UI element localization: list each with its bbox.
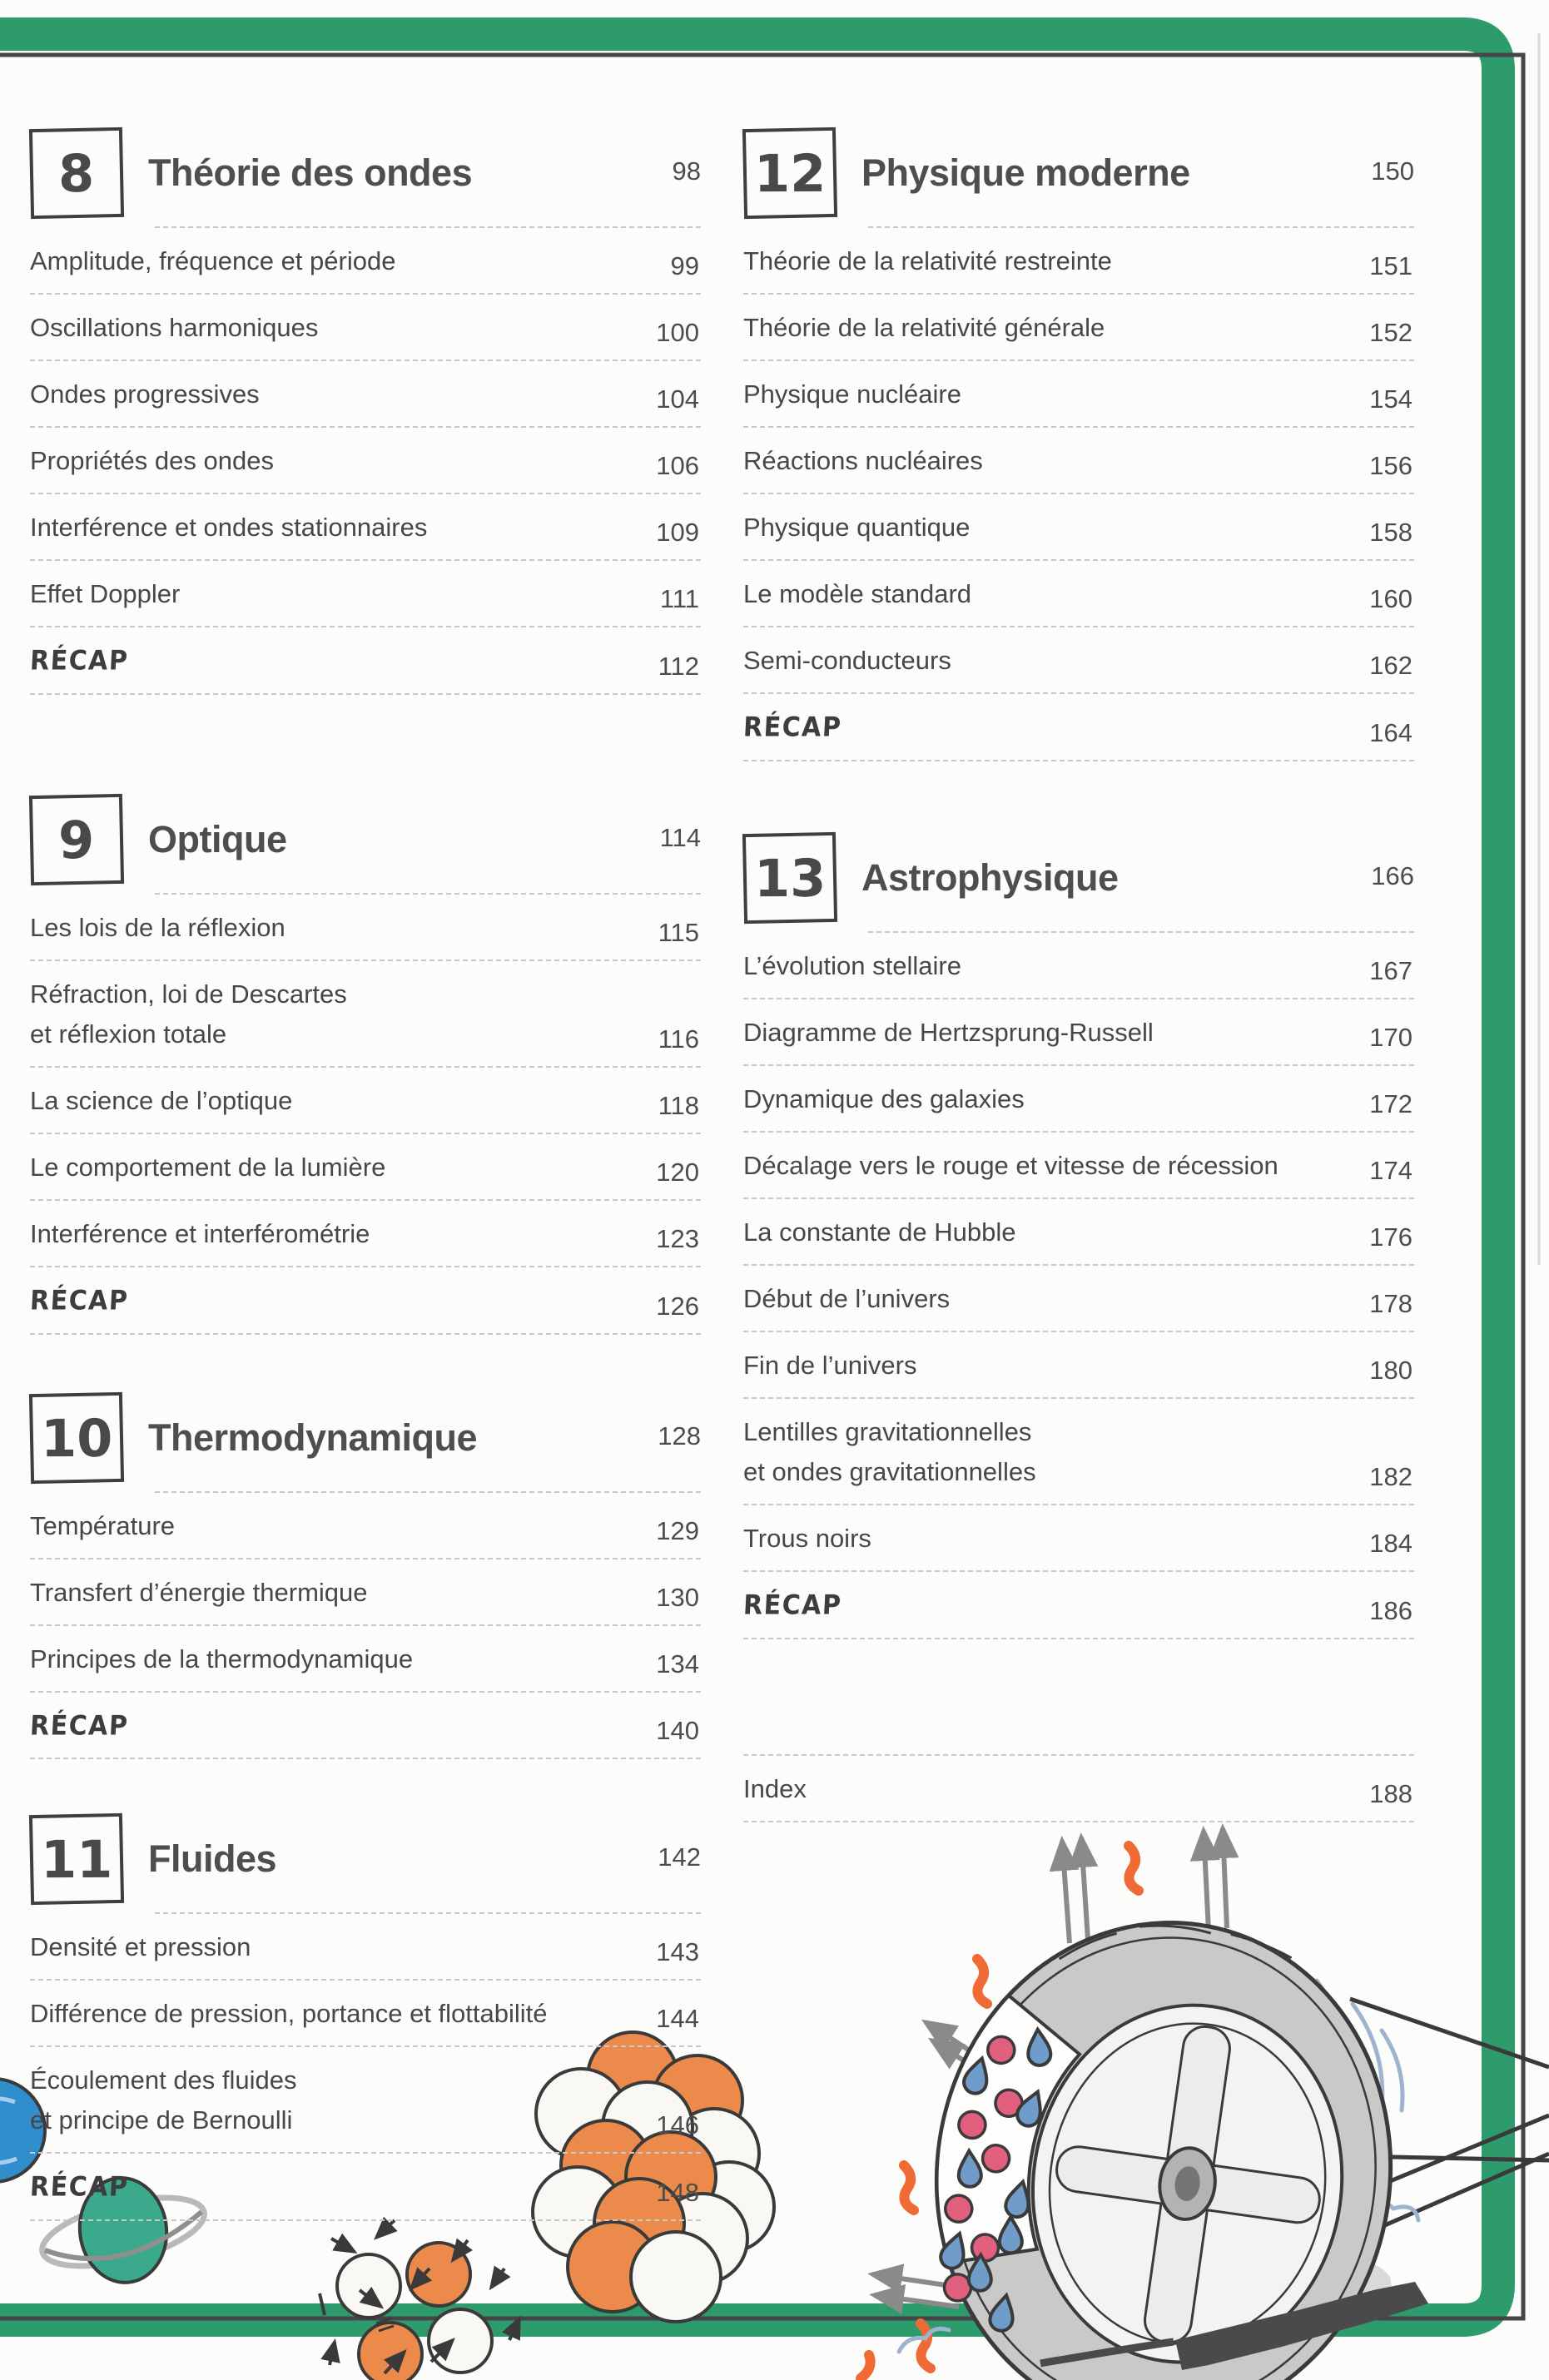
toc-entry [743, 1133, 1414, 1197]
toc-entry [743, 1332, 1414, 1397]
toc-entry [30, 2047, 701, 2152]
toc-entry [743, 361, 1414, 426]
toc-entry [743, 428, 1414, 493]
entry-label-line: Effet Doppler [30, 579, 181, 609]
entry-label [30, 641, 128, 682]
toc-entry [743, 1266, 1414, 1331]
entry-label [30, 974, 347, 1054]
entry-label-line: Les lois de la réflexion [30, 912, 285, 942]
entry-page-number: 140 [656, 1716, 699, 1746]
entry-label [30, 308, 318, 348]
entry-label-line: Théorie de la relativité générale [743, 313, 1105, 343]
entry-label-line: RÉCAP [742, 712, 843, 744]
entry-label-line: Trous noirs [743, 1524, 871, 1554]
toc-entry [30, 895, 701, 959]
chapter-header [743, 830, 1414, 926]
entry-label-line: Interférence et interférométrie [30, 1219, 370, 1249]
entry-label-line: L’évolution stellaire [743, 950, 961, 980]
entry-page-number: 167 [1369, 955, 1412, 985]
divider [30, 693, 701, 695]
toc-column-right [743, 125, 1414, 1822]
entry-page-number: 116 [658, 1024, 699, 1054]
entry-label-line: RÉCAP [29, 645, 130, 677]
entry-label-line: La constante de Hubble [743, 1217, 1016, 1247]
chapter-11 [30, 1811, 701, 2221]
entry-label [30, 2167, 128, 2208]
entry-label-line: Le comportement de la lumière [30, 1152, 386, 1182]
entry-label-line: Ondes progressives [30, 379, 260, 409]
chapter-9 [30, 791, 701, 1335]
entry-label [743, 707, 842, 748]
entry-label-line: RÉCAP [29, 1285, 130, 1317]
entry-label [30, 1281, 128, 1321]
entry-page-number: 151 [1369, 251, 1412, 281]
entry-label-line: Théorie de la relativité restreinte [743, 246, 1112, 275]
entry-label [743, 1412, 1036, 1492]
toc-entry [30, 1134, 701, 1199]
chapter-number-box [742, 127, 837, 219]
toc-entry [30, 561, 701, 626]
toc-entry [743, 228, 1414, 293]
entry-page-number: 109 [656, 518, 699, 548]
toc-entry [30, 228, 701, 293]
entry-label-line: RÉCAP [29, 2171, 130, 2204]
chapter-title: Fluides [148, 1837, 277, 1881]
entry-label [743, 574, 971, 614]
divider [743, 760, 1414, 761]
chapter-number: 13 [753, 847, 827, 909]
entry-page-number: 172 [1369, 1088, 1412, 1118]
chapter-8 [30, 125, 701, 695]
entry-page-number: 112 [658, 651, 699, 681]
entry-label-line: Transfert d’énergie thermique [30, 1577, 368, 1607]
divider [30, 1758, 701, 1759]
chapter-page-number: 166 [1371, 860, 1414, 890]
entry-label-line: Diagramme de Hertzsprung-Russell [743, 1017, 1154, 1047]
toc-entry [743, 1572, 1414, 1638]
entry-label [743, 1146, 1278, 1186]
toc-column-left [30, 125, 701, 2221]
chapter-10 [30, 1390, 701, 1760]
chapter-number: 9 [58, 809, 95, 870]
entry-page-number: 148 [656, 2177, 699, 2207]
entry-label [30, 1506, 175, 1546]
entry-label [743, 1079, 1025, 1119]
chapter-title: Théorie des ondes [148, 151, 473, 194]
entry-page-number: 152 [1369, 318, 1412, 348]
entry-label [743, 308, 1105, 348]
entry-label-line: Physique quantique [743, 513, 971, 543]
entry-page-number: 184 [1369, 1529, 1412, 1559]
entry-page-number: 144 [656, 2004, 699, 2034]
toc-entry [30, 295, 701, 359]
entry-label-line: Physique nucléaire [743, 379, 961, 409]
toc-entry [30, 1559, 701, 1624]
toc-entry [30, 1981, 701, 2045]
entry-label-line: Le modèle standard [743, 579, 972, 609]
entry-page-number: 118 [658, 1090, 699, 1120]
entry-label-line: Température [30, 1510, 176, 1540]
toc-entry [743, 933, 1414, 998]
chapter-title: Thermodynamique [148, 1416, 478, 1459]
entry-page-number: 178 [1369, 1289, 1412, 1319]
entry-label [30, 1573, 368, 1613]
entry-label [743, 641, 951, 681]
entry-label-line: Principes de la thermodynamique [30, 1644, 414, 1673]
entry-label-line: et ondes gravitationnelles [743, 1457, 1036, 1487]
entry-label [30, 1706, 128, 1747]
entry-label [743, 1279, 950, 1319]
entry-label-line: Écoulement des fluides [30, 2065, 297, 2095]
toc-entry [30, 2154, 701, 2219]
entry-label [743, 441, 983, 481]
entry-page-number: 156 [1369, 451, 1412, 481]
entry-page-number: 160 [1369, 584, 1412, 614]
entry-label [743, 508, 970, 548]
index-row [743, 1754, 1414, 1822]
entry-label [743, 1519, 871, 1559]
entry-page-number: 134 [656, 1649, 699, 1678]
toc-entry [30, 1914, 701, 1979]
entry-label-line: Semi-conducteurs [743, 646, 951, 676]
toc-entry [30, 1626, 701, 1691]
entry-label-line: RÉCAP [742, 1589, 843, 1622]
toc-entry [30, 361, 701, 426]
toc-entry [743, 1756, 1414, 1821]
toc-entry [743, 561, 1414, 626]
entry-label [30, 441, 274, 481]
divider [30, 2219, 701, 2221]
entry-label [30, 508, 427, 548]
entry-label [30, 2060, 297, 2140]
entry-page-number: 176 [1369, 1222, 1412, 1252]
index-page-number: 188 [1369, 1778, 1412, 1808]
entry-page-number: 129 [656, 1515, 699, 1545]
index-label-wrap [743, 1769, 807, 1809]
toc-entry [743, 494, 1414, 559]
toc-entry [30, 1493, 701, 1558]
entry-label [30, 1081, 292, 1121]
entry-label [30, 908, 285, 948]
entry-label-line: La science de l’optique [30, 1085, 293, 1115]
toc-entry [30, 1201, 701, 1266]
entry-label-line: Décalage vers le rouge et vitesse de récession [743, 1150, 1278, 1180]
chapter-header [30, 1390, 701, 1486]
divider [30, 1333, 701, 1335]
entry-page-number: 126 [656, 1291, 699, 1321]
entry-label-line: Dynamique des galaxies [743, 1083, 1025, 1113]
toc-entry [743, 1066, 1414, 1131]
entry-page-number: 164 [1369, 717, 1412, 747]
toc-entry [30, 961, 701, 1066]
entry-label [30, 1994, 548, 2034]
entry-label-line: Réfraction, loi de Descartes [30, 979, 347, 1009]
chapter-number-box [742, 832, 837, 924]
entry-label-line: Amplitude, fréquence et période [30, 246, 396, 275]
entry-label-line: Oscillations harmoniques [30, 313, 319, 343]
entry-label-line: Début de l’univers [743, 1284, 951, 1314]
chapter-page-number: 98 [672, 156, 701, 186]
chapter-title: Astrophysique [861, 855, 1119, 899]
entry-label-line: Interférence et ondes stationnaires [30, 513, 428, 543]
entry-label [743, 946, 961, 986]
divider [743, 1821, 1414, 1822]
entry-page-number: 106 [656, 451, 699, 481]
entry-label-line: Réactions nucléaires [743, 446, 983, 476]
chapter-number-box [29, 794, 124, 885]
chapter-number-box [29, 1391, 124, 1483]
chapter-title: Optique [148, 817, 287, 860]
entry-page-number: 143 [656, 1937, 699, 1967]
toc-entry [30, 494, 701, 559]
entry-page-number: 180 [1369, 1356, 1412, 1386]
entry-label-line: Lentilles gravitationnelles [743, 1417, 1032, 1447]
chapter-number: 12 [753, 142, 827, 204]
chapter-page-number: 114 [659, 822, 701, 852]
entry-page-number: 100 [656, 318, 699, 348]
chapter-number: 8 [58, 142, 95, 204]
entry-page-number: 123 [656, 1224, 699, 1254]
chapter-12 [743, 125, 1414, 761]
entry-label [30, 374, 260, 414]
toc-entry [743, 1199, 1414, 1264]
chapter-page-number: 128 [658, 1421, 701, 1450]
entry-label-line: Propriétés des ondes [30, 446, 274, 476]
entry-page-number: 182 [1369, 1462, 1412, 1492]
toc-entry [743, 999, 1414, 1064]
chapter-header [30, 125, 701, 221]
entry-page-number: 99 [670, 251, 699, 281]
entry-page-number: 104 [656, 384, 699, 414]
chapter-header [743, 125, 1414, 221]
index-label: Index [743, 1773, 807, 1803]
entry-page-number: 158 [1369, 518, 1412, 548]
entry-page-number: 115 [658, 917, 699, 947]
entry-label-line: et réflexion totale [30, 1019, 227, 1049]
toc-entry [30, 1693, 701, 1758]
entry-label-line: RÉCAP [29, 1710, 130, 1743]
chapter-number-box [29, 1813, 124, 1905]
entry-label-line: Densité et pression [30, 1932, 251, 1962]
chapter-header [30, 791, 701, 888]
entry-label [743, 1013, 1154, 1053]
entry-label [743, 1585, 842, 1626]
entry-page-number: 146 [656, 2110, 699, 2140]
entry-label [30, 574, 180, 614]
entry-page-number: 186 [1369, 1595, 1412, 1625]
chapter-header [30, 1811, 701, 1907]
toc-entry [743, 694, 1414, 760]
entry-page-number: 162 [1369, 651, 1412, 681]
toc-entry [743, 627, 1414, 692]
entry-page-number: 111 [659, 584, 699, 614]
entry-page-number: 154 [1369, 384, 1412, 414]
nucleus-small-with-arrows [320, 2220, 519, 2380]
chapter-number: 10 [40, 1406, 113, 1469]
entry-page-number: 130 [656, 1582, 699, 1612]
entry-label [30, 1927, 251, 1967]
entry-label-line: Différence de pression, portance et flottabilité [30, 1999, 548, 2029]
entry-label [30, 241, 395, 281]
entry-label-line: et principe de Bernoulli [30, 2105, 293, 2135]
entry-page-number: 120 [656, 1158, 699, 1188]
entry-label [743, 1212, 1015, 1252]
toc-entry [30, 627, 701, 693]
chapter-title: Physique moderne [861, 151, 1190, 194]
entry-label [30, 1148, 385, 1188]
entry-label-line: Fin de l’univers [743, 1351, 917, 1381]
entry-page-number: 174 [1369, 1156, 1412, 1186]
toc-entry [30, 428, 701, 493]
chapter-number: 11 [40, 1828, 113, 1890]
entry-label [743, 1346, 916, 1386]
toc-entry [30, 1267, 701, 1333]
chapter-13 [743, 830, 1414, 1639]
chapter-page-number: 150 [1371, 156, 1414, 186]
chapter-page-number: 142 [658, 1842, 701, 1872]
entry-label [30, 1214, 370, 1254]
divider [743, 1638, 1414, 1639]
toc-entry [743, 1399, 1414, 1504]
toc-entry [743, 1505, 1414, 1570]
toc-entry [743, 295, 1414, 359]
entry-page-number: 170 [1369, 1022, 1412, 1052]
entry-label [743, 374, 961, 414]
chapter-number-box [29, 127, 124, 219]
entry-label [743, 241, 1112, 281]
toc-entry [30, 1068, 701, 1133]
entry-label [30, 1639, 413, 1679]
